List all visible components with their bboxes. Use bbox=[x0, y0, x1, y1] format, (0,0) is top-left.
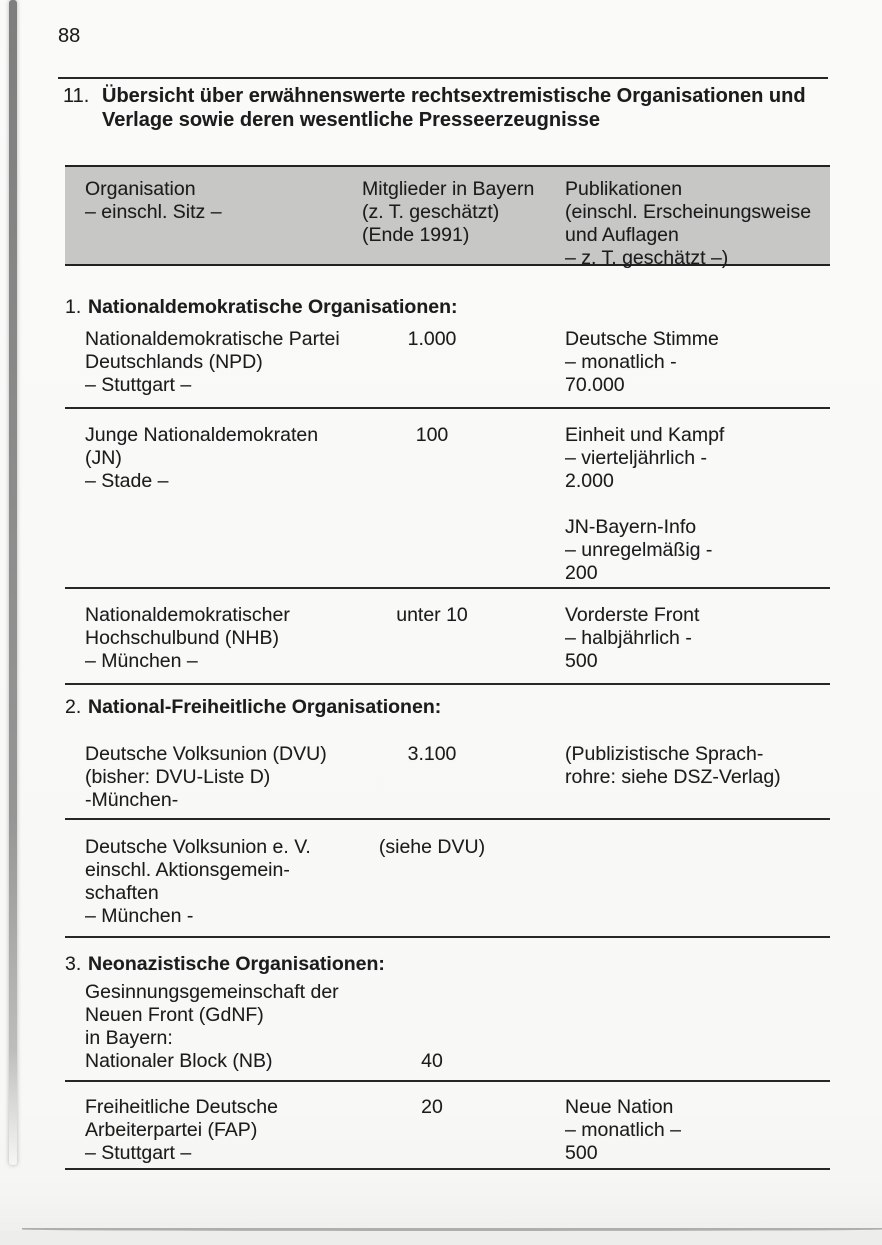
header-col-members bbox=[362, 178, 534, 247]
row-divider bbox=[65, 1080, 830, 1082]
members-cell: (siehe DVU) bbox=[378, 836, 486, 858]
text-line: 500 bbox=[565, 1142, 598, 1164]
text-line: 70.000 bbox=[565, 374, 625, 396]
page-number: 88 bbox=[58, 25, 81, 47]
publication-entry bbox=[565, 743, 845, 789]
organisation-cell bbox=[85, 981, 357, 1073]
publication-entry bbox=[565, 424, 845, 493]
text-line: Mitglieder in Bayern bbox=[362, 178, 535, 200]
text-line: Vorderste Front bbox=[565, 604, 700, 626]
section-heading bbox=[65, 296, 458, 319]
text-line: – halbjährlich - bbox=[565, 627, 692, 649]
row-divider bbox=[65, 936, 830, 938]
section-title: National-Freiheitliche Organisationen: bbox=[88, 696, 442, 718]
text-line: Übersicht über erwähnenswerte rechtsextremistische Organisationen und bbox=[102, 85, 806, 107]
text-line: (Publizistische Sprach- bbox=[565, 743, 764, 765]
publication-entry bbox=[565, 1096, 845, 1165]
text-line: Einheit und Kampf bbox=[565, 424, 725, 446]
publications-cell bbox=[565, 424, 845, 585]
text-line: – München - bbox=[85, 905, 194, 927]
text-line: – monatlich - bbox=[565, 351, 677, 373]
heading-text bbox=[102, 85, 823, 132]
heading-number: 11. bbox=[63, 85, 90, 107]
publications-cell bbox=[565, 328, 845, 397]
publication-entry bbox=[565, 604, 845, 673]
members-cell: 100 bbox=[415, 424, 449, 446]
members-cell: 1.000 bbox=[407, 328, 457, 350]
scan-binding-shadow bbox=[9, 0, 17, 1165]
text-line: Hochschulbund (NHB) bbox=[85, 627, 280, 649]
text-line: Arbeiterpartei (FAP) bbox=[85, 1119, 258, 1141]
text-line: – Stuttgart – bbox=[85, 1142, 192, 1164]
text-line: schaften bbox=[85, 882, 159, 904]
publications-cell bbox=[565, 1096, 845, 1165]
organisation-cell bbox=[85, 1096, 357, 1165]
text-line: – monatlich – bbox=[565, 1119, 681, 1141]
text-line: Gesinnungsgemeinschaft der bbox=[85, 981, 339, 1003]
organisation-cell bbox=[85, 836, 357, 928]
publications-cell bbox=[565, 743, 845, 789]
section-title: Nationaldemokratische Organisationen: bbox=[88, 296, 458, 318]
header-col-organisation bbox=[85, 178, 222, 224]
text-line: Junge Nationaldemokraten (JN) bbox=[85, 424, 319, 469]
text-line: und Auflagen bbox=[565, 224, 679, 246]
section-heading bbox=[65, 696, 441, 719]
text-line: Nationaldemokratischer bbox=[85, 604, 290, 626]
text-line: Deutsche Stimme bbox=[565, 328, 719, 350]
text-line: in Bayern: bbox=[85, 1027, 173, 1049]
section-number: 3. bbox=[65, 953, 82, 975]
members-cell: 3.100 bbox=[407, 743, 457, 765]
members-cell: 20 bbox=[421, 1096, 443, 1118]
text-line: – unregelmäßig - bbox=[565, 539, 713, 561]
text-line: – vierteljährlich - bbox=[565, 447, 707, 469]
text-line: Deutsche Volksunion e. V. bbox=[85, 836, 311, 858]
text-line: Nationaler Block (NB) bbox=[85, 1050, 273, 1072]
text-line: einschl. Aktionsgemein- bbox=[85, 859, 290, 881]
text-line: Neue Nation bbox=[565, 1096, 674, 1118]
top-divider bbox=[58, 77, 828, 79]
text-line: Freiheitliche Deutsche bbox=[85, 1096, 278, 1118]
text-line: Verlage sowie deren wesentliche Presseerzeugnisse bbox=[102, 108, 601, 131]
members-cell: unter 10 bbox=[396, 604, 468, 626]
text-line: JN-Bayern-Info bbox=[565, 516, 697, 538]
row-divider bbox=[65, 407, 830, 409]
row-divider bbox=[65, 683, 830, 685]
text-line: -München- bbox=[85, 789, 179, 811]
text-line: – Stade – bbox=[85, 470, 169, 492]
text-line: Neuen Front (GdNF) bbox=[85, 1004, 264, 1026]
header-col-publications bbox=[565, 178, 811, 270]
text-line: (Ende 1991) bbox=[362, 224, 470, 246]
text-line: Nationaldemokratische Partei bbox=[85, 328, 340, 350]
text-line: Publikationen bbox=[565, 178, 683, 200]
organisation-cell bbox=[85, 424, 357, 493]
text-line: – Stuttgart – bbox=[85, 374, 192, 396]
section-title: Neonazistische Organisationen: bbox=[88, 953, 385, 975]
document-heading bbox=[63, 85, 823, 132]
table-header bbox=[65, 165, 830, 269]
text-line: 500 bbox=[565, 650, 598, 672]
section-number: 1. bbox=[65, 296, 82, 318]
organisation-cell bbox=[85, 743, 357, 812]
text-line: – z. T. geschätzt –) bbox=[565, 247, 729, 269]
text-line: 200 bbox=[565, 562, 598, 584]
organisation-cell bbox=[85, 328, 357, 397]
text-line: rohre: siehe DSZ-Verlag) bbox=[565, 766, 781, 788]
publication-entry bbox=[565, 328, 845, 397]
organisation-cell bbox=[85, 604, 357, 673]
text-line: Deutschlands (NPD) bbox=[85, 351, 263, 373]
text-line: – einschl. Sitz – bbox=[85, 201, 222, 223]
row-divider bbox=[65, 587, 830, 589]
text-line: (z. T. geschätzt) bbox=[362, 201, 500, 223]
text-line: (einschl. Erscheinungsweise bbox=[565, 201, 812, 223]
text-line: Deutsche Volksunion (DVU) bbox=[85, 743, 327, 765]
text-line: (bisher: DVU-Liste D) bbox=[85, 766, 271, 788]
section-number: 2. bbox=[65, 696, 82, 718]
text-line: Organisation bbox=[85, 178, 196, 200]
publications-cell bbox=[565, 604, 845, 673]
text-line: – München – bbox=[85, 650, 198, 672]
scanner-background bbox=[0, 1231, 882, 1245]
publication-entry bbox=[565, 516, 845, 585]
text-line: 2.000 bbox=[565, 470, 614, 492]
section-heading bbox=[65, 953, 385, 976]
row-divider bbox=[65, 818, 830, 820]
members-cell: 40 bbox=[421, 1050, 443, 1072]
row-divider bbox=[65, 1168, 830, 1170]
